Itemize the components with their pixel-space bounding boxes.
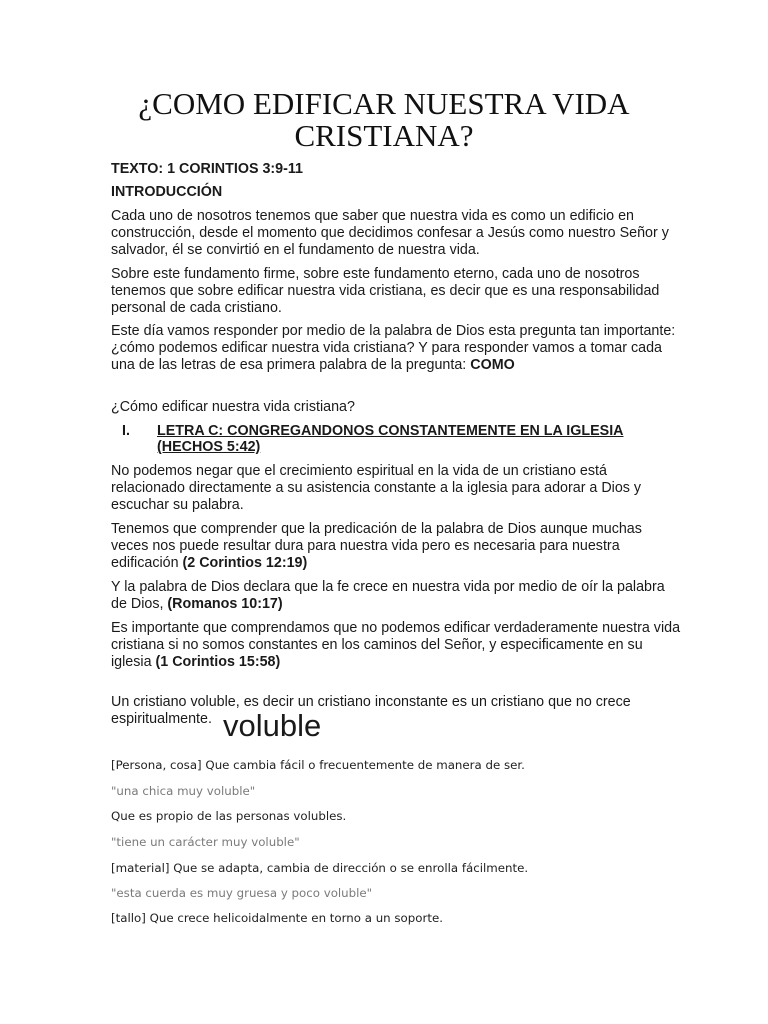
introduction-heading: INTRODUCCIÓN xyxy=(111,184,223,200)
example-2: "tiene un carácter muy voluble" xyxy=(111,835,300,849)
definition-2: Que es propio de las personas volubles. xyxy=(111,809,347,823)
paragraph-1: Cada uno de nosotros tenemos que saber que nuestra vida es como un edificio en construcción, desde el momento que decidimos confesar a Jesús como nuestro Señor y salvador, él se convirtió en el fundamento de nuestra vida. xyxy=(111,208,669,258)
definition-1: [Persona, cosa] Que cambia fácil o frecuentemente de manera de ser. xyxy=(111,758,525,772)
paragraph-3-text: Este día vamos responder por medio de la palabra de Dios esta pregunta tan importante: ¿cómo podemos edificar nuestra vida cristiana? Y para responder vamos a tomar cada una de las letras de esa primera palabra de la pregunta: xyxy=(111,323,676,373)
paragraph-8-text: Es importante que comprendamos que no podemos edificar verdaderamente nuestra vida cristiana si no somos constantes en los caminos del Señor, y especificamente en su iglesia xyxy=(111,620,681,670)
section-title: LETRA C: CONGREGANDONOS CONSTANTEMENTE EN LA IGLESIA (HECHOS 5:42) xyxy=(157,423,624,455)
definition-4: [tallo] Que crece helicoidalmente en torno a un soporte. xyxy=(111,911,443,925)
definition-3: [material] Que se adapta, cambia de dirección o se enrolla fácilmente. xyxy=(111,861,529,875)
paragraph-5: No podemos negar que el crecimiento espiritual en la vida de un cristiano está relacionado directamente a su asistencia constante a la iglesia para adorar a Dios y escuchar su palabra. xyxy=(111,463,642,513)
paragraph-6 xyxy=(111,521,681,572)
paragraph-3 xyxy=(111,323,681,374)
paragraph-8 xyxy=(111,620,681,671)
example-3: "esta cuerda es muy gruesa y poco voluble" xyxy=(111,886,373,900)
paragraph-7-bold: (Romanos 10:17) xyxy=(167,596,283,612)
paragraph-2: Sobre este fundamento firme, sobre este fundamento eterno, cada uno de nosotros tenemos que sobre edificar nuestra vida cristiana, es decir que es una responsabilidad personal de cada cristiano. xyxy=(111,266,660,316)
paragraph-6-text: Tenemos que comprender que la predicación de la palabra de Dios aunque muchas veces nos puede resultar dura para nuestra vida pero es necesaria para nuestra edificación xyxy=(111,521,642,571)
paragraph-6-bold: (2 Corintios 12:19) xyxy=(182,555,308,571)
paragraph-7 xyxy=(111,579,681,613)
paragraph-3-bold: COMO xyxy=(470,357,515,373)
example-1: "una chica muy voluble" xyxy=(111,784,256,798)
paragraph-9: Un cristiano voluble, es decir un cristiano inconstante es un cristiano que no crece espiritualmente. xyxy=(111,694,631,727)
dictionary-word: voluble xyxy=(223,708,322,743)
section-number: I. xyxy=(122,423,130,439)
page-title: ¿COMO EDIFICAR NUESTRA VIDA CRISTIANA? xyxy=(138,86,630,153)
scripture-reference: TEXTO: 1 CORINTIOS 3:9-11 xyxy=(111,161,303,177)
paragraph-8-bold: (1 Corintios 15:58) xyxy=(155,654,281,670)
paragraph-7-text: Y la palabra de Dios declara que la fe crece en nuestra vida por medio de oír la palabra de Dios, xyxy=(111,579,665,612)
paragraph-4: ¿Cómo edificar nuestra vida cristiana? xyxy=(111,399,355,415)
